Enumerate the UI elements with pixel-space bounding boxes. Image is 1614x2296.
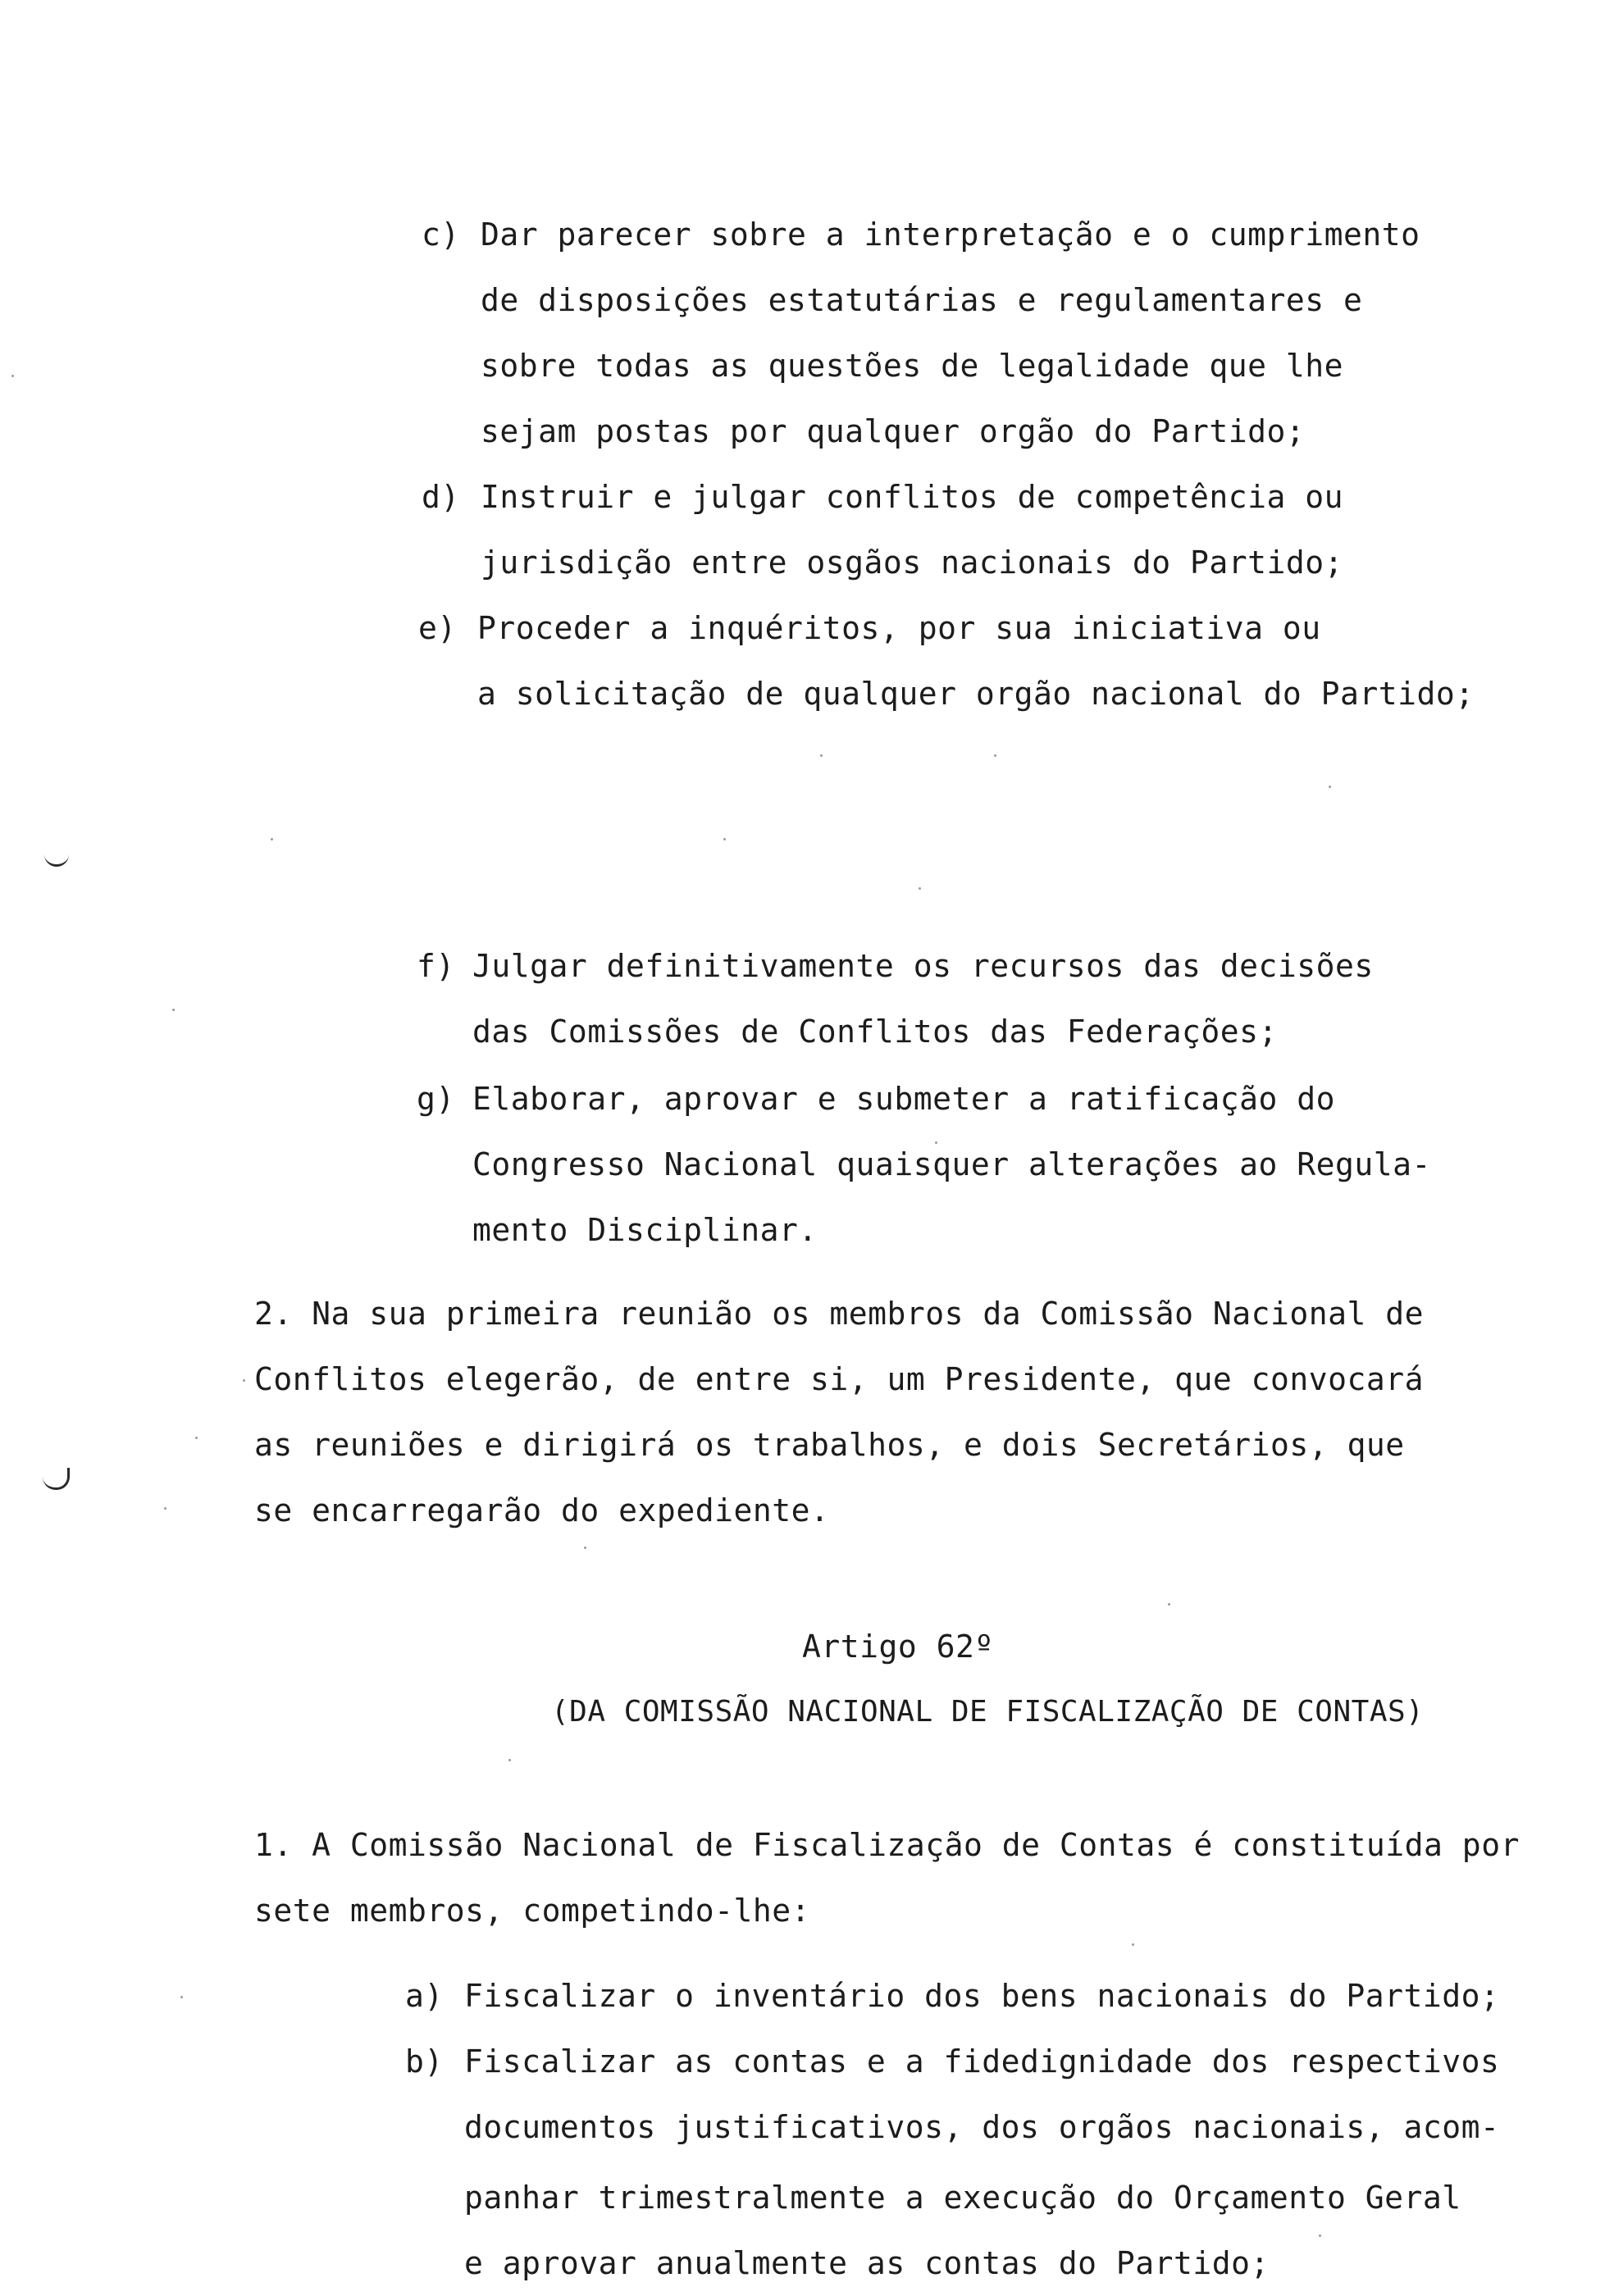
- punch-hole-mark-upper: [44, 853, 69, 867]
- article-subtitle: (DA COMISSÃO NACIONAL DE FISCALIZAÇÃO DE CONTAS): [551, 1695, 1425, 1729]
- item-d-marker: d): [422, 479, 460, 515]
- scan-speck: [1329, 786, 1331, 788]
- item-f-line-2: das Comissões de Conflitos das Federações;: [472, 1014, 1278, 1050]
- item-d-line-1: Instruir e julgar conflitos de competência ou: [481, 479, 1344, 515]
- item-g-line-3: mento Disciplinar.: [472, 1212, 818, 1248]
- paragraph-2-line-3: as reuniões e dirigirá os trabalhos, e dois Secretários, que: [254, 1427, 1405, 1463]
- scan-speck: [935, 1141, 937, 1144]
- item-g-line-2: Congresso Nacional quaisquer alterações ao Regula-: [472, 1146, 1431, 1182]
- item-c-line-2: de disposições estatutárias e regulamentares e: [481, 282, 1363, 318]
- item-e-line-2: a solicitação de qualquer orgão nacional do Partido;: [477, 676, 1475, 712]
- item-d-line-2: jurisdição entre osgãos nacionais do Partido;: [481, 544, 1344, 581]
- scan-speck: [508, 1759, 511, 1761]
- scan-speck: [1319, 2234, 1321, 2237]
- article-title: Artigo 62º: [802, 1629, 994, 1665]
- item-g-line-1: Elaborar, aprovar e submeter a ratificação do: [472, 1081, 1336, 1117]
- scan-speck: [820, 754, 823, 757]
- scan-speck: [243, 1379, 245, 1382]
- item-c-marker: c): [422, 216, 460, 253]
- scan-speck: [1132, 1943, 1134, 1946]
- scan-speck: [11, 375, 14, 377]
- item-c-line-3: sobre todas as questões de legalidade que lhe: [481, 348, 1344, 384]
- item-a-line-1: Fiscalizar o inventário dos bens nacionais do Partido;: [464, 1978, 1500, 2014]
- item-e-marker: e): [418, 610, 457, 646]
- item-b-marker: b): [405, 2043, 444, 2080]
- item-a-marker: a): [405, 1978, 444, 2014]
- scan-speck: [584, 1547, 586, 1549]
- paragraph-1-line-2: sete membros, competindo-lhe:: [254, 1893, 810, 1929]
- item-c-line-4: sejam postas por qualquer orgão do Partido;: [481, 413, 1306, 449]
- scan-speck: [271, 838, 273, 840]
- item-g-marker: g): [417, 1081, 455, 1117]
- paragraph-1-line-1: 1. A Comissão Nacional de Fiscalização de Contas é constituída por: [254, 1827, 1520, 1863]
- scan-speck: [994, 754, 996, 757]
- scan-speck: [164, 1507, 166, 1510]
- item-f-marker: f): [417, 948, 455, 984]
- item-c-line-1: Dar parecer sobre a interpretação e o cumprimento: [481, 216, 1420, 253]
- scan-speck: [195, 1437, 198, 1439]
- scan-speck: [919, 887, 921, 890]
- item-b-line-3: panhar trimestralmente a execução do Orçamento Geral: [464, 2180, 1461, 2216]
- item-e-line-1: Proceder a inquéritos, por sua iniciativa ou: [477, 610, 1321, 646]
- paragraph-2-line-2: Conflitos elegerão, de entre si, um Presidente, que convocará: [254, 1361, 1425, 1397]
- item-b-line-2: documentos justificativos, dos orgãos nacionais, acom-: [464, 2109, 1500, 2145]
- item-b-line-4: e aprovar anualmente as contas do Partido;: [464, 2245, 1270, 2281]
- scan-speck: [1168, 1603, 1170, 1606]
- scan-speck: [180, 1996, 183, 1998]
- scan-speck: [723, 838, 726, 840]
- paragraph-2-line-1: 2. Na sua primeira reunião os membros da Comissão Nacional de: [254, 1296, 1425, 1332]
- punch-hole-mark-lower: [43, 1468, 70, 1490]
- item-f-line-1: Julgar definitivamente os recursos das decisões: [472, 948, 1374, 984]
- paragraph-2-line-4: se encarregarão do expediente.: [254, 1492, 830, 1528]
- scan-speck: [172, 1009, 175, 1011]
- item-b-line-1: Fiscalizar as contas e a fidedignidade dos respectivos: [464, 2043, 1500, 2080]
